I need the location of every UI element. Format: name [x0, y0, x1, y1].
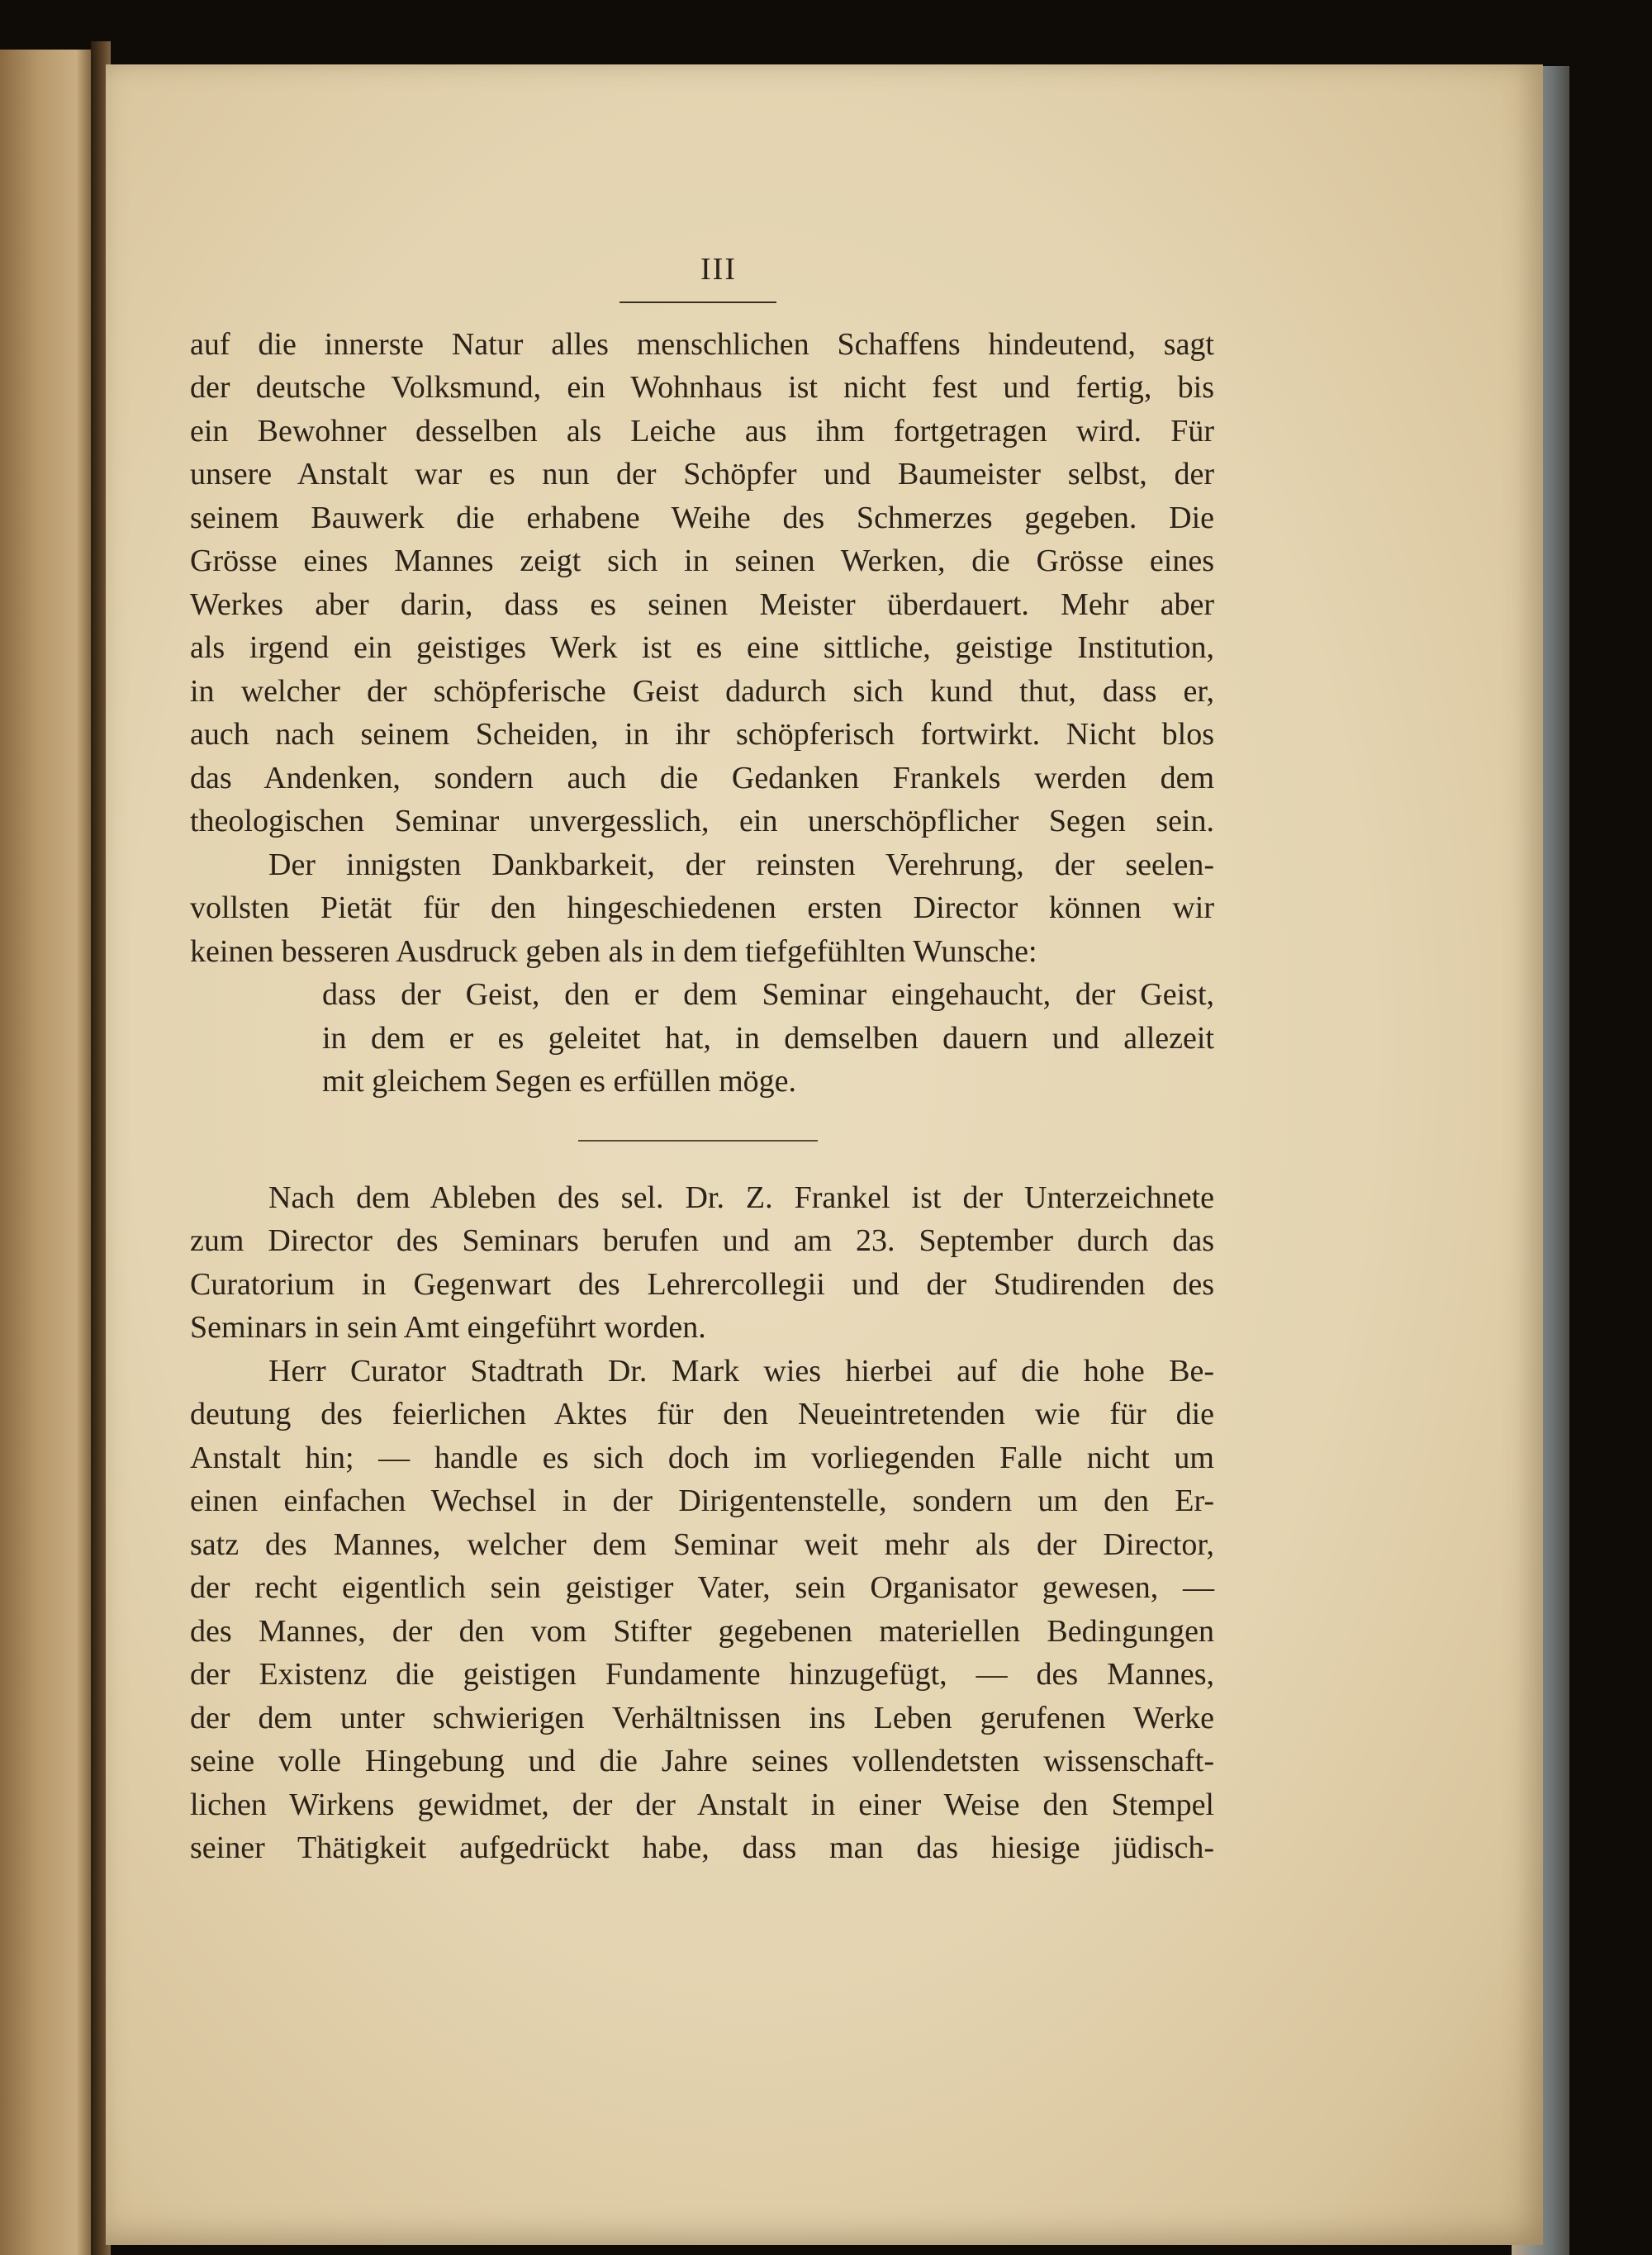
text-line: keinen besseren Ausdruck geben als in dem tiefgefühlten Wunsche:	[190, 933, 1037, 969]
text-line: theologischen Seminar unvergesslich, ein unerschöpflicher Segen sein.	[190, 804, 1214, 838]
text-line: deutung des feierlichen Aktes für den Neueintretenden wie für die	[190, 1397, 1214, 1431]
text-line: seine volle Hingebung und die Jahre seines vollendetsten wissenschaft-	[190, 1744, 1214, 1778]
quote-line: dass der Geist, den er dem Seminar eingehaucht, der Geist,	[322, 977, 1214, 1012]
text-line: als irgend ein geistiges Werk ist es eine sittliche, geistige Institution,	[190, 630, 1214, 665]
text-line: Curatorium in Gegenwart des Lehrercollegii und der Studirenden des	[190, 1266, 1214, 1302]
text-line: auch nach seinem Scheiden, in ihr schöpferisch fortwirkt. Nicht blos	[190, 717, 1214, 752]
paragraph-3	[190, 1176, 1214, 1350]
paragraph-4	[190, 1350, 1214, 1870]
text-line: ein Bewohner desselben als Leiche aus ihm fortgetragen wird. Für	[190, 413, 1214, 449]
text-line: Nach dem Ableben des sel. Dr. Z. Frankel ist der Unterzeichnete	[268, 1180, 1214, 1215]
text-line: in welcher der schöpferische Geist dadurch sich kund thut, dass er,	[190, 673, 1214, 709]
text-line: Der innigsten Dankbarkeit, der reinsten Verehrung, der seelen-	[268, 847, 1214, 882]
text-line: zum Director des Seminars berufen und am 23. September durch das	[190, 1223, 1214, 1258]
text-line: das Andenken, sondern auch die Gedanken Frankels werden dem	[190, 760, 1214, 795]
text-line: der recht eigentlich sein geistiger Vater, sein Organisator gewesen, —	[190, 1570, 1214, 1605]
text-line: der deutsche Volksmund, ein Wohnhaus ist nicht fest und fertig, bis	[190, 370, 1214, 405]
page-number-rule	[620, 301, 776, 303]
section-divider	[578, 1140, 818, 1142]
text-line: der Existenz die geistigen Fundamente hinzugefügt, — des Mannes,	[190, 1657, 1214, 1692]
text-line: lichen Wirkens gewidmet, der der Anstalt in einer Weise den Stempel	[190, 1787, 1214, 1822]
text-line: seinem Bauwerk die erhabene Weihe des Schmerzes gegeben. Die	[190, 500, 1214, 535]
quote-line: in dem er es geleitet hat, in demselben dauern und allezeit	[322, 1020, 1214, 1056]
text-line: der dem unter schwierigen Verhältnissen ins Leben gerufenen Werke	[190, 1700, 1214, 1735]
text-line: seiner Thätigkeit aufgedrückt habe, dass man das hiesige jüdisch-	[190, 1830, 1214, 1865]
text-line: Seminars in sein Amt eingeführt worden.	[190, 1310, 706, 1345]
text-line: vollsten Pietät für den hingeschiedenen ersten Director können wir	[190, 890, 1214, 925]
paragraph-2	[190, 843, 1214, 974]
block-quote	[190, 973, 1214, 1104]
text-line: Herr Curator Stadtrath Dr. Mark wies hierbei auf die hohe Be-	[268, 1353, 1214, 1389]
text-line: unsere Anstalt war es nun der Schöpfer und Baumeister selbst, der	[190, 457, 1214, 491]
left-page-edge	[0, 50, 95, 2255]
text-line: des Mannes, der den vom Stifter gegebenen materiellen Bedingungen	[190, 1613, 1214, 1649]
text-line: Anstalt hin; — handle es sich doch im vorliegenden Falle nicht um	[190, 1440, 1214, 1475]
text-line: Werkes aber darin, dass es seinen Meister überdauert. Mehr aber	[190, 586, 1214, 622]
paragraph-1	[190, 323, 1214, 843]
text-line: auf die innerste Natur alles menschlichen Schaffens hindeutend, sagt	[190, 326, 1214, 362]
quote-line: mit gleichem Segen es erfüllen möge.	[322, 1064, 797, 1099]
page-text	[190, 248, 1214, 1870]
text-line: satz des Mannes, welcher dem Seminar weit mehr als der Director,	[190, 1526, 1214, 1562]
text-line: einen einfachen Wechsel in der Dirigentenstelle, sondern um den Er-	[190, 1484, 1214, 1518]
page-number: III	[700, 252, 737, 287]
text-line: Grösse eines Mannes zeigt sich in seinen Werken, die Grösse eines	[190, 544, 1214, 578]
